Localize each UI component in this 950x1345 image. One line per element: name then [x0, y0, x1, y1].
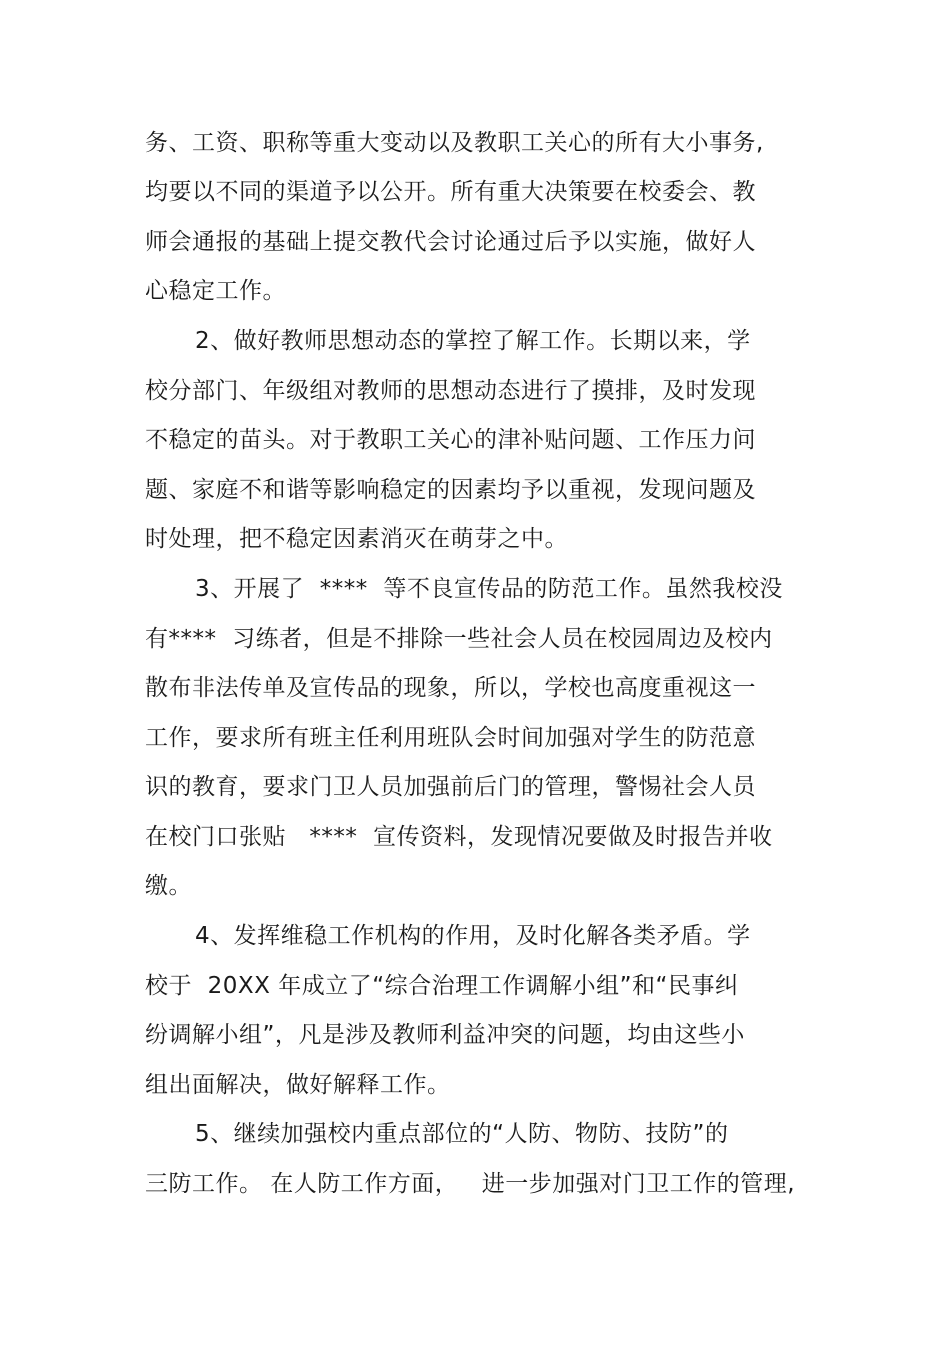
text-line: 组出面解决，做好解释工作。 [145, 1072, 451, 1098]
paragraph-2-start: 2、做好教师思想动态的掌控了解工作。长期以来，学 [195, 328, 751, 354]
text-line: 题、家庭不和谐等影响稳定的因素均予以重视，发现问题及 [145, 477, 756, 503]
text-line: 时处理，把不稳定因素消灭在萌芽之中。 [145, 526, 568, 552]
text-line: 在校门口张贴 **** 宣传资料，发现情况要做及时报告并收 [145, 824, 773, 850]
text-line: 心稳定工作。 [145, 278, 286, 304]
text-line: 缴。 [145, 873, 192, 899]
paragraph-4-start: 4、发挥维稳工作机构的作用，及时化解各类矛盾。学 [195, 923, 751, 949]
text-line: 三防工作。 在人防工作方面， 进一步加强对门卫工作的管理, [145, 1171, 796, 1197]
text-line: 不稳定的苗头。对于教职工关心的津补贴问题、工作压力问 [145, 427, 756, 453]
paragraph-3-start: 3、开展了 **** 等不良宣传品的防范工作。虽然我校没 [195, 576, 783, 602]
text-line: 师会通报的基础上提交教代会讨论通过后予以实施，做好人 [145, 229, 756, 255]
text-line: 均要以不同的渠道予以公开。所有重大决策要在校委会、教 [145, 179, 756, 205]
text-line: 务、工资、职称等重大变动以及教职工关心的所有大小事务, [145, 130, 764, 156]
text-line: 工作，要求所有班主任利用班队会时间加强对学生的防范意 [145, 725, 756, 751]
text-line: 纷调解小组”，凡是涉及教师利益冲突的问题，均由这些小 [145, 1022, 745, 1048]
text-line: 识的教育，要求门卫人员加强前后门的管理，警惕社会人员 [145, 774, 756, 800]
text-line: 校于 20XX 年成立了“综合治理工作调解小组”和“民事纠 [145, 973, 739, 999]
text-line: 有**** 习练者，但是不排除一些社会人员在校园周边及校内 [145, 626, 773, 652]
text-line: 散布非法传单及宣传品的现象，所以，学校也高度重视这一 [145, 675, 756, 701]
text-line: 校分部门、年级组对教师的思想动态进行了摸排，及时发现 [145, 378, 756, 404]
paragraph-5-start: 5、继续加强校内重点部位的“人防、物防、技防”的 [195, 1121, 729, 1147]
